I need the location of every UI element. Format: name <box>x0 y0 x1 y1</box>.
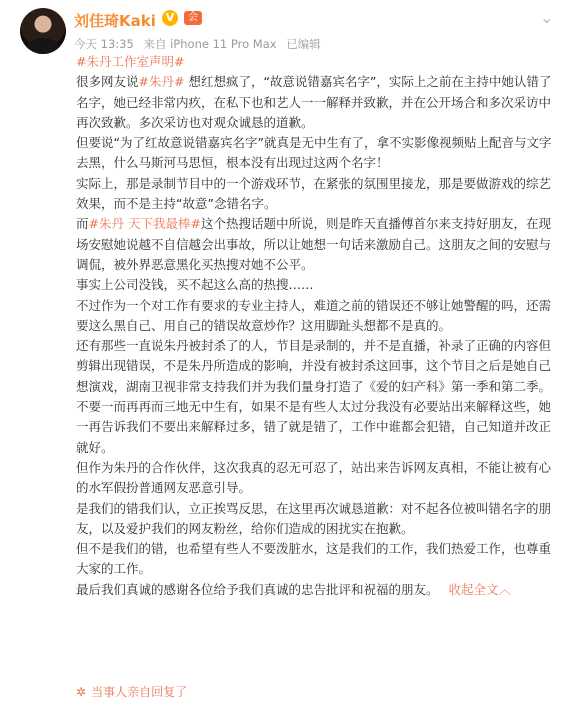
reply-note[interactable] <box>76 683 187 700</box>
chevron-down-icon[interactable]: ⌄ <box>540 8 554 27</box>
chevron-up-icon: ︿ <box>498 581 512 597</box>
hashtag-link[interactable]: #朱丹 天下我最棒# <box>88 216 201 232</box>
paragraph: 实际上，那是录制节目中的一个游戏环节，在紧张的氛围里接龙，那是要做游戏的综艺效果，而不是主持“故意”念错名字。 <box>76 175 552 212</box>
author-name[interactable]: 刘佳琦Kaki <box>74 12 156 30</box>
paragraph: 很多网友说#朱丹# 想红想疯了，“故意说错嘉宾名字”，实际上之前在主持中她认错了名字，她已经非常内疚，在私下也和艺人一一解释并致歉，并在公开场合和多次采访中再次致歉。多次采访也对观众诚恳的道歉。 <box>76 74 552 130</box>
paragraph: 不过作为一个对工作有要求的专业主持人，难道之前的错误还不够让她警醒的吗，还需要这么黑自己、用自己的错误故意炒作？这用脚趾头想都不是真的。 <box>76 297 552 333</box>
paragraph: 是我们的错我们认，立正挨骂反思，在这里再次诚恳道歉：对不起各位被叫错名字的朋友，以及爱护我们的网友粉丝，给你们造成的困扰实在抱歉。 <box>76 500 552 536</box>
post-source[interactable]: 来自 iPhone 11 Pro Max <box>143 37 277 51</box>
member-icon: 会 <box>184 11 202 25</box>
avatar[interactable] <box>20 8 66 54</box>
post-header <box>0 0 570 60</box>
post-time: 今天 13:35 <box>74 37 134 51</box>
title-tag[interactable]: #朱丹工作室声明# <box>76 54 185 69</box>
paragraph: 不要一而再再而三地无中生有，如果不是有些人太过分我没有必要站出来解释这些，她一再告诉我们不要出来解释过多，错了就是错了，工作中谁都会犯错，自己知道并改正就好。 <box>76 399 552 455</box>
paragraph: 最后我们真诚的感谢各位给予我们真诚的忠告批评和祝福的朋友。 收起全文︿ <box>76 581 512 597</box>
post-meta <box>74 36 327 52</box>
collapse-link[interactable]: 收起全文︿ <box>448 581 512 597</box>
paragraph: 但作为朱丹的合作伙伴，这次我真的忍无可忍了，站出来告诉网友真相，不能让被有心的水军假扮普通网友恶意引导。 <box>76 459 552 496</box>
post-content <box>76 52 554 600</box>
paragraph: 但不是我们的错，也希望有些人不要泼脏水，这是我们的工作，我们热爱工作，也尊重大家的工作。 <box>76 541 552 577</box>
reply-note-label: 当事人亲自回复了 <box>91 685 188 699</box>
edited-label[interactable]: 已编辑 <box>286 37 321 51</box>
verified-icon: V <box>162 10 178 26</box>
paragraph: 但要说“为了红故意说错嘉宾名字”就真是无中生有了，拿不实影像视频贴上配音与文字去黑，什么马斯河马思恒，根本没有出现过这两个名字！ <box>76 135 552 171</box>
paragraph: 事实上公司没钱，买不起这么高的热搜…… <box>76 277 314 293</box>
paragraph: 而#朱丹 天下我最棒#这个热搜话题中所说，则是昨天直播傅首尔来支持好朋友，在现场安慰她说越不自信越会出事故，所以让她想一句话来激励自己。这朋友之间的安慰与调侃，被外界恶意黑化买热搜对她不公平。 <box>76 216 552 272</box>
paragraph: 还有那些一直说朱丹被封杀了的人，节目是录制的，并不是直播，补录了正确的内容但剪辑出现错误，不是朱丹所造成的影响，并没有被封杀这回事，这个节目之后是她自己想演戏，湖南卫视非常支持我们并为我们量身打造了《爱的妇产科》第一季和第二季。 <box>76 338 552 394</box>
sparkle-icon: ✲ <box>76 685 87 699</box>
hashtag-link[interactable]: #朱丹# <box>138 74 185 90</box>
